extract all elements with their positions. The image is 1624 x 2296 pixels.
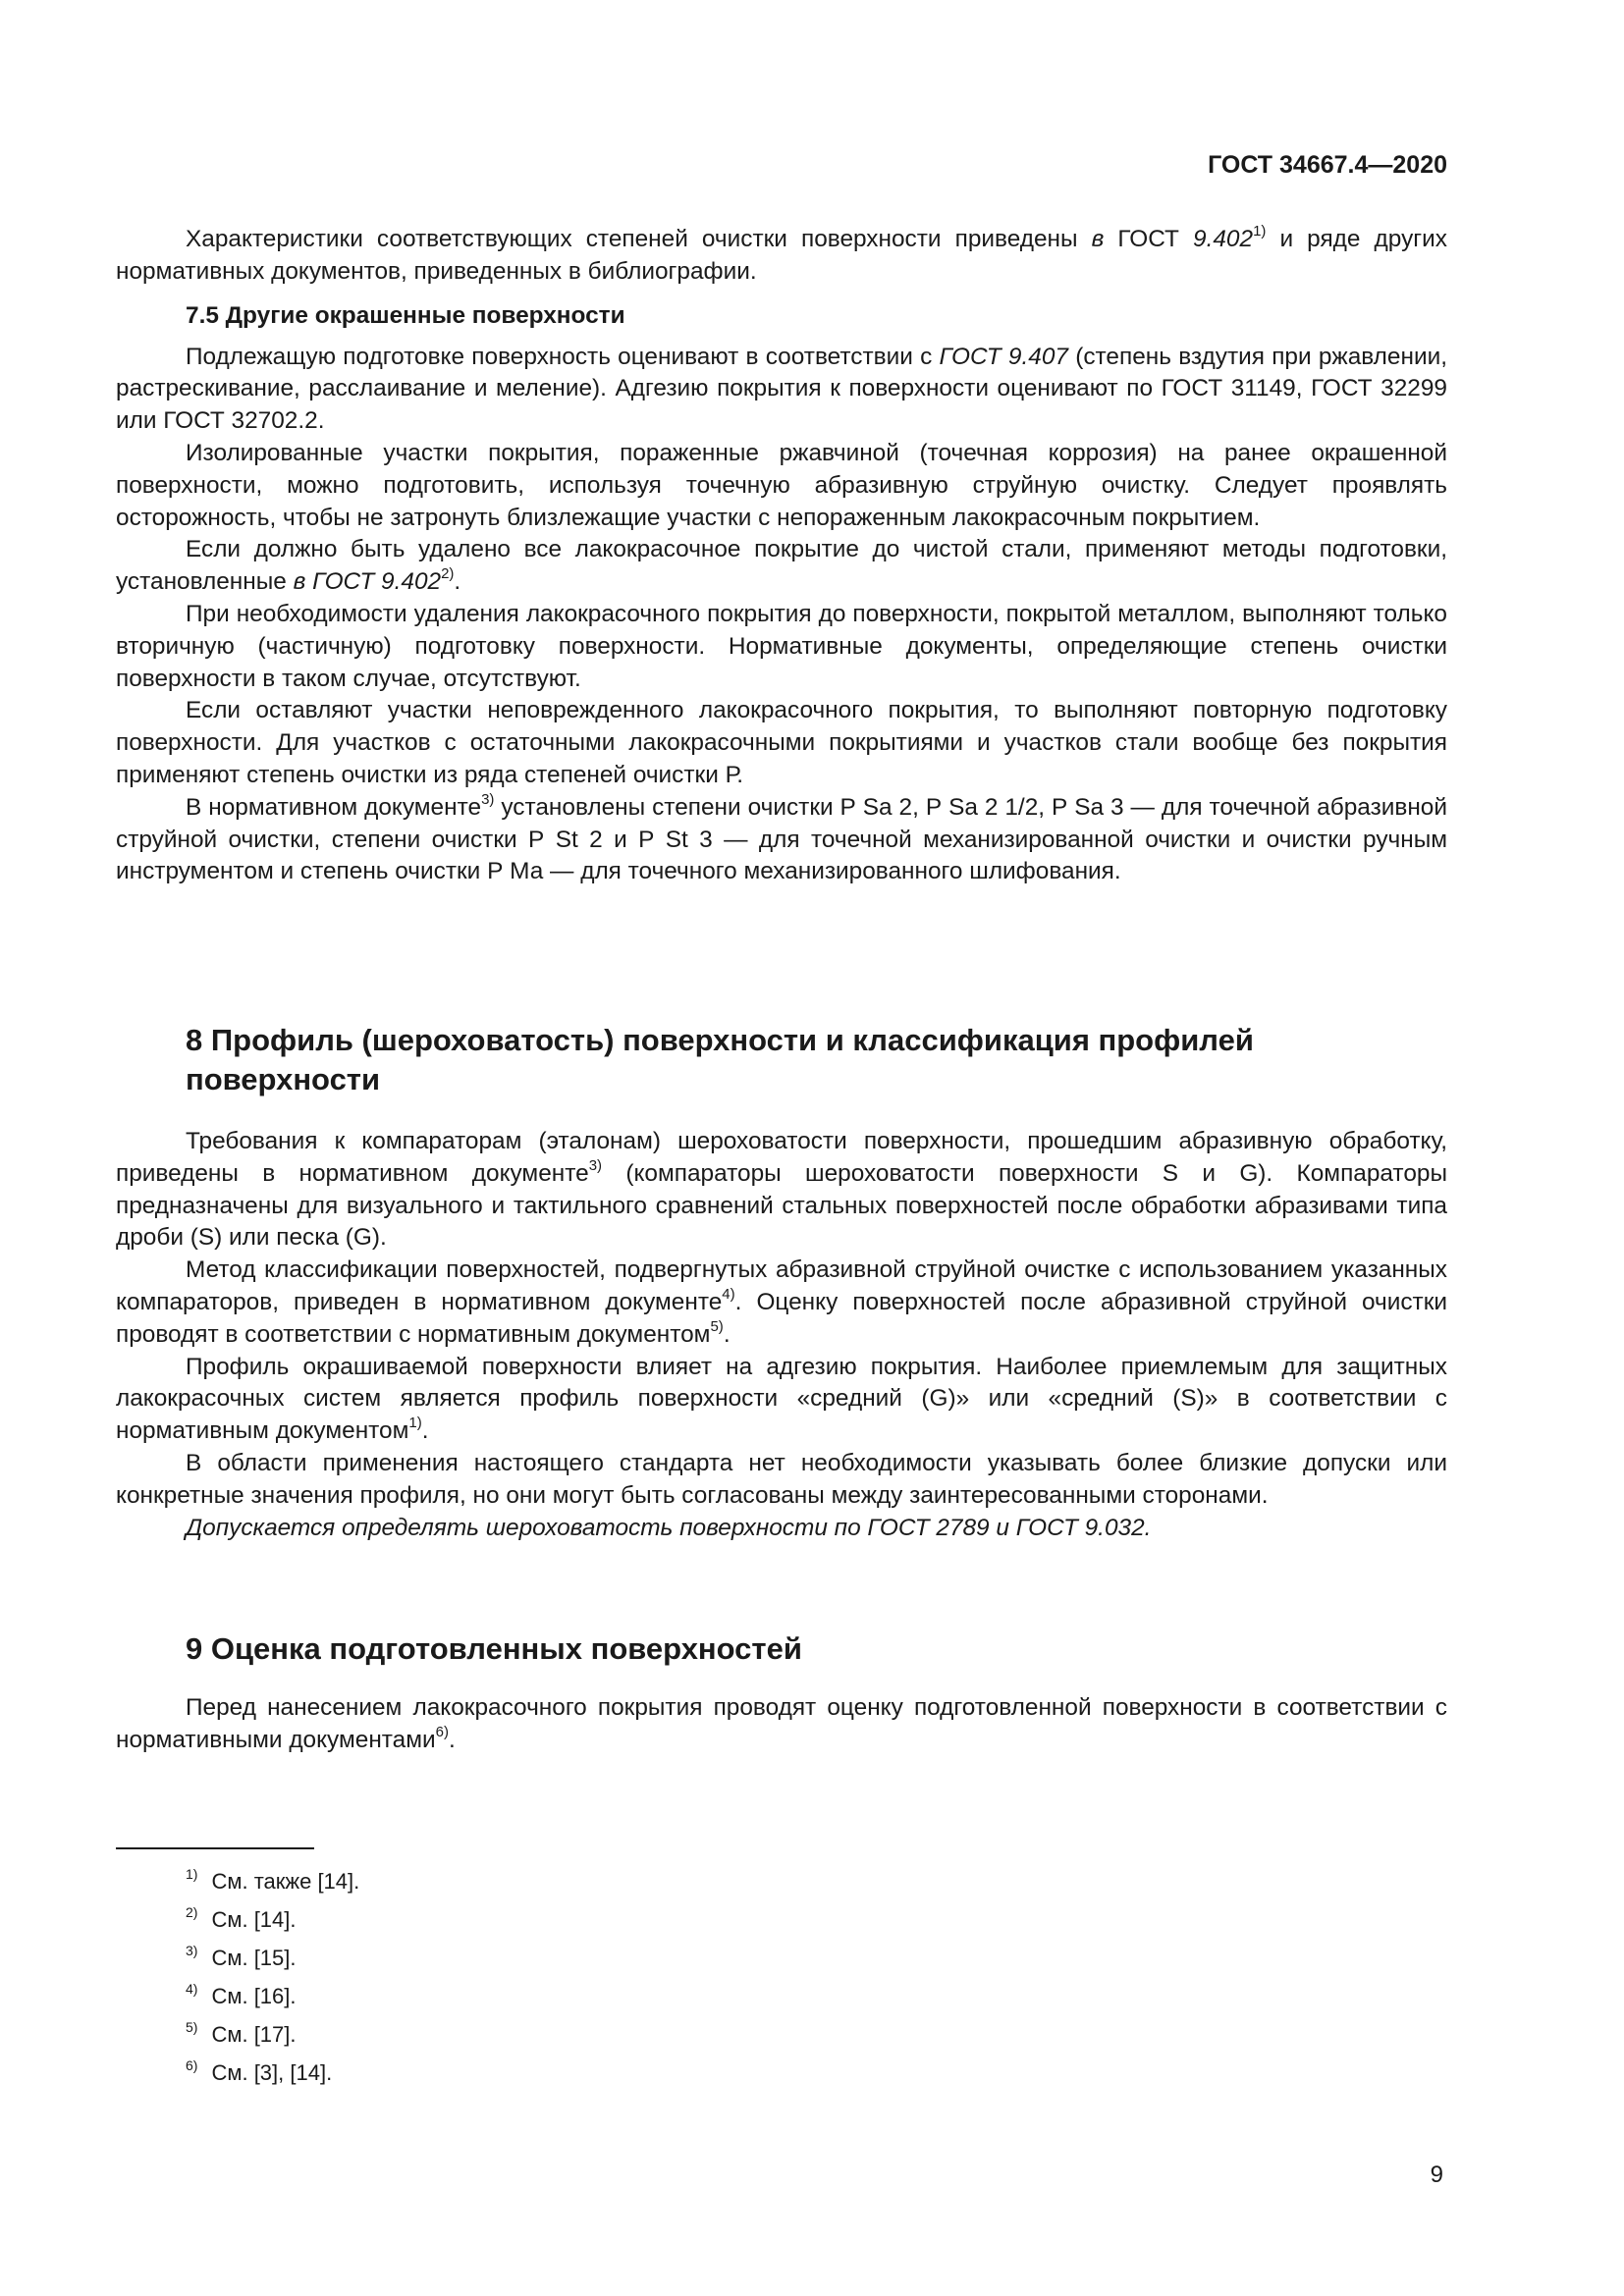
footnote-5: $^{5)}$ См. [17].	[186, 2018, 297, 2047]
s8-paragraph-5: Допускается определять шероховатость поверхности по ГОСТ 2789 и ГОСТ 9.032.	[186, 1514, 1152, 1541]
s75-paragraph-5: Если оставляют участки неповрежденного лакокрасочного покрытия, то выполняют повторную подготовку поверхности. Для участков с остаточными лакокрасочными покрытиями и участков стали вообще без покрытия применяют степень очистки из ряда степеней очистки Р.	[116, 697, 1447, 788]
page-number: 9	[1430, 2162, 1443, 2188]
s75-paragraph-3: Если должно быть удалено все лакокрасочное покрытие до чистой стали, применяют методы подготовки, установленные в ГОСТ 9.402$^{2)}$.	[116, 536, 1447, 596]
section-8-block	[116, 1021, 1447, 1544]
subsection-title: 7.5 Другие окрашенные поверхности	[186, 301, 625, 329]
section-8-heading: 8 Профиль (шероховатость) поверхности и классификация профилей поверхности	[186, 1023, 1254, 1096]
s8-paragraph-4: В области применения настоящего стандарта нет необходимости указывать более близкие допуски или конкретные значения профиля, но они могут быть согласованы между заинтересованными сторонами.	[116, 1449, 1447, 1509]
footnote-3: $^{3)}$ См. [15].	[186, 1942, 297, 1970]
s75-paragraph-6: В нормативном документе$^{3)}$ установлены степени очистки Р Sa 2, Р Sa 2 1/2, Р Sa 3 — для точечной абразивной струйной очистки, степени очистки Р St 2 и Р St 3 — для точечной механизированной очистки и очистки ручным инструментом и степень очистки Р Ма — для точечного механизированного шлифования.	[116, 790, 1448, 885]
s8-paragraph-1: Требования к компараторам (эталонам) шероховатости поверхности, прошедшим абразивную обработку, приведены в нормативном документе$^{3)}$ (компараторы шероховатости поверхности S и G). Компараторы предназначены для визуального и тактильного сравнений стальных поверхностей после обработки абразивами типа дроби (S) или песка (G).	[116, 1128, 1447, 1252]
s9-paragraph-1: Перед нанесением лакокрасочного покрытия проводят оценку подготовленной поверхности в соответствии с нормативными документами$^{6)}$.	[116, 1694, 1447, 1753]
footnote-4: $^{4)}$ См. [16].	[186, 1980, 297, 2008]
s75-paragraph-2: Изолированные участки покрытия, пораженные ржавчиной (точечная коррозия) на ранее окрашенной поверхности, можно подготовить, используя точечную абразивную струйную очистку. Следует проявлять осторожность, чтобы не затронуть близлежащие участки с непораженным лакокрасочным покрытием.	[116, 439, 1447, 531]
footnote-6: $^{6)}$ См. [3], [14].	[186, 2056, 333, 2085]
footnote-2: $^{2)}$ См. [14].	[186, 1903, 297, 1932]
footnote-separator	[116, 1847, 314, 1849]
document-header: ГОСТ 34667.4—2020	[1208, 151, 1447, 179]
section-9-block	[116, 1629, 1447, 1757]
footnote-1: $^{1)}$ См. также [14].	[186, 1865, 360, 1894]
s8-paragraph-2: Метод классификации поверхностей, подвергнутых абразивной струйной очистке с использованием указанных компараторов, приведен в нормативном документе$^{4)}$. Оценку поверхностей после абразивной струйной очистки проводят в соответствии с нормативным документом$^{5)}$.	[116, 1256, 1447, 1348]
s8-paragraph-3: Профиль окрашиваемой поверхности влияет на адгезию покрытия. Наиболее приемлемым для защитных лакокрасочных систем является профиль поверхности «средний (G)» или «средний (S)» в соответствии с нормативным документом$^{1)}$.	[116, 1353, 1447, 1445]
s75-paragraph-4: При необходимости удаления лакокрасочного покрытия до поверхности, покрытой металлом, выполняют только вторичную (частичную) подготовку поверхности. Нормативные документы, определяющие степень очистки поверхности в таком случае, отсутствуют.	[116, 600, 1447, 692]
intro-paragraph: Характеристики соответствующих степеней очистки поверхности приведены в ГОСТ 9.402$^{1)}$ и ряде других нормативных документов, приведенных в библиографии.	[116, 222, 1447, 285]
section-7-5-block	[116, 224, 1447, 888]
s75-paragraph-1: Подлежащую подготовке поверхность оценивают в соответствии с ГОСТ 9.407 (степень вздутия при ржавлении, растрескивание, расслаивание и меление). Адгезию покрытия к поверхности оценивают по ГОСТ 31149, ГОСТ 32299 или ГОСТ 32702.2.	[116, 343, 1447, 435]
section-9-heading: 9 Оценка подготовленных поверхностей	[186, 1631, 802, 1666]
